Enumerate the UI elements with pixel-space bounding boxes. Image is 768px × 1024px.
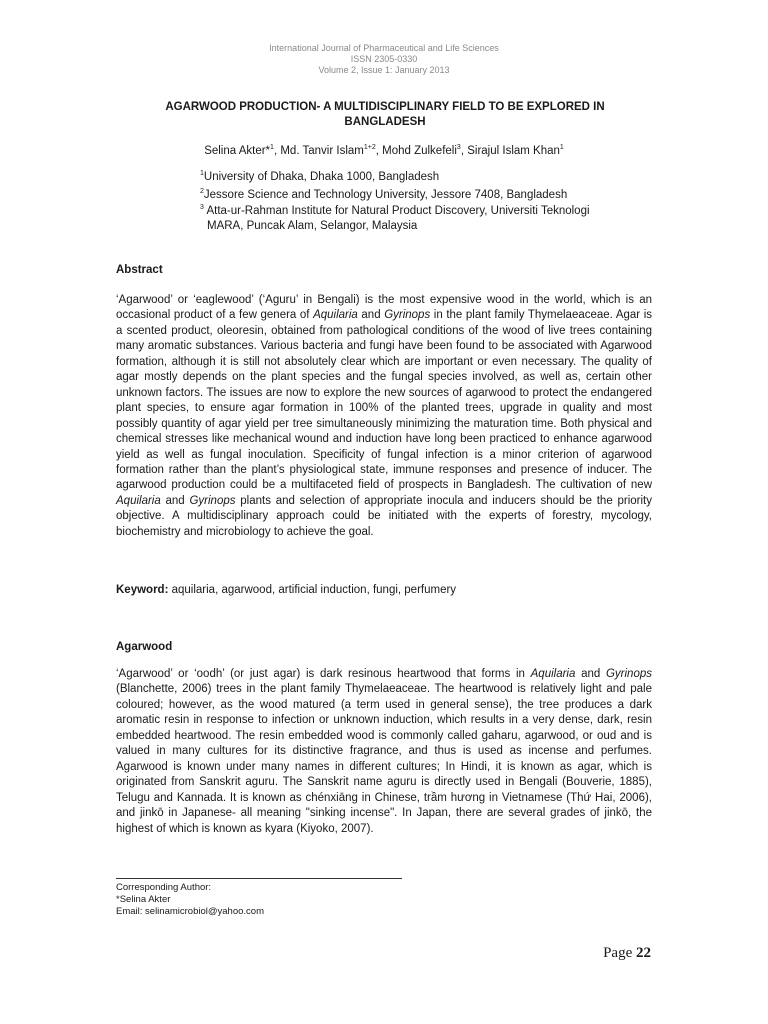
affiliation-3-text: Atta-ur-Rahman Institute for Natural Product Discovery, Universiti Teknologi: [203, 205, 590, 217]
paper-title: [130, 100, 640, 130]
affiliation-3: [200, 204, 660, 219]
agarwood-part-3: (Blanchette, 2006) trees in the plant family Thymelaeaceae. The heartwood is relatively light and pale coloured; however, as the wood matured (a term used in general sense), the tree produces a dark aromatic resin in response to infection or unknown induction, which results in a very dense, dark, resin embedded heartwood. The resin embedded wood is commonly called gaharu, agarwood, or oud and is valued in many cultures for its distinctive fragrance, and thus is used as incense and perfumes. Agarwood is known under many names in different cultures; In Hindi, it is known as agar, which is originated from Sanskrit aguru. The Sanskrit name aguru is directly used in Bengali (Bouverie, 1885), Telugu and Kannada. It is known as chénxiāng in Chinese, trầm hương in Vietnamese (Thứ Hai, 2006), and jinkō in Japanese- all meaning "sinking incense". In Japan, there are several grades of jinkō, the highest of which is known as kyara (Kiyoko, 2007).: [116, 683, 652, 835]
journal-name: International Journal of Pharmaceutical and Life Sciences: [269, 43, 499, 53]
page-number: [603, 945, 651, 962]
abstract-part-4: and: [160, 494, 190, 507]
agarwood-part-1: ‘Agarwood’ or ‘oodh’ (or just agar) is dark resinous heartwood that forms in: [116, 668, 531, 680]
genus-gyrinops: Gyrinops: [384, 309, 431, 322]
affiliation-2-text: Jessore Science and Technology University, Jessore 7408, Bangladesh: [203, 189, 568, 201]
title-line-2: BANGLADESH: [344, 116, 426, 128]
abstract-part-3: in the plant family Thymelaeaceae. Agar is a scented product, oleoresin, obtained from pathological conditions of the wood of live trees containing many aromatic substances. Various bacteria and fungi have been found to be associated with Agarwood formation, although it is still not absolutely clear which are important or even necessary. The quality of agar mostly depends on the plant species and the fungal species involved, as well as, certain other unknown factors. The issues are now to explore the new sources of agarwood to protect the endangered plant species, to ensure agar formation in 100% of the planted trees, upgrade in quality and most possibly quantity of agar yield per tree simultaneously minimizing the maturation time. Both physical and chemical stresses like mechanical wound and induction have long been practiced to enhance agarwood yield as well as fungal inoculation. Specificity of fungal infection is a minor criterion of agarwood formation rather than the plant’s physiological state, immune responses and presence of inducer. The agarwood production could be a multifaceted field of prospects in Bangladesh. The cultivation of new: [116, 309, 652, 492]
author-3-affil: 3: [456, 144, 461, 152]
affiliation-3-marker: 3: [200, 204, 204, 212]
agarwood-part-2: and: [575, 668, 606, 680]
footnote-corresponding: Corresponding Author:: [116, 882, 212, 893]
abstract-part-2: and: [357, 309, 385, 322]
affiliation-2-marker: 2: [200, 188, 204, 196]
abstract-heading: Abstract: [116, 264, 163, 276]
author-1: Selina Akter*: [204, 145, 271, 157]
title-line-1: AGARWOOD PRODUCTION- A MULTIDISCIPLINARY FIELD TO BE EXPLORED IN: [165, 101, 605, 113]
abstract-part-1: ‘Agarwood’ or ‘eaglewood’ (‘Aguru’ in Bengali) is the most expensive wood in the world, which is an occasional product of a few genera of: [116, 294, 652, 322]
keywords-label: Keyword:: [116, 584, 169, 596]
author-4: , Sirajul Islam Khan: [460, 145, 560, 157]
author-2-affil: 1+2: [363, 144, 376, 152]
author-2: , Md. Tanvir Islam: [273, 145, 364, 157]
agarwood-heading: Agarwood: [116, 641, 173, 653]
keywords-text: aquilaria, agarwood, artificial induction, fungi, perfumery: [168, 584, 457, 596]
page-label: Page: [603, 945, 636, 961]
genus-gyrinops: Gyrinops: [189, 494, 236, 507]
genus-gyrinops: Gyrinops: [605, 668, 652, 680]
genus-aquilaria: Aquilaria: [313, 309, 358, 322]
author-1-affil: 1: [270, 144, 274, 152]
journal-issn: ISSN 2305-0330: [350, 54, 418, 64]
footnote-divider: [116, 878, 402, 879]
page-number-value: 22: [636, 945, 651, 961]
abstract-text: [116, 293, 652, 540]
journal-volume: Volume 2, Issue 1: January 2013: [318, 65, 450, 75]
genus-aquilaria: Aquilaria: [116, 494, 161, 507]
keywords: [116, 583, 652, 598]
footnote-author: *Selina Akter: [116, 894, 171, 905]
affiliation-1-text: University of Dhaka, Dhaka 1000, Bangladesh: [203, 171, 440, 183]
author-4-affil: 1: [559, 144, 564, 152]
affiliation-3-cont: MARA, Puncak Alam, Selangor, Malaysia: [207, 220, 418, 232]
affiliation-2: [200, 188, 660, 203]
abstract-part-5: plants and selection of appropriate inocula and inducers should be the priority objective. A multidisciplinary approach could be initiated with the experts of forestry, mycology, biochemistry and microbiology to achieve the goal.: [116, 494, 652, 538]
author-3: , Mohd Zulkefeli: [375, 145, 457, 157]
footnote-email: Email: selinamicrobiol@yahoo.com: [116, 906, 264, 917]
affiliation-1: [200, 170, 660, 185]
agarwood-text: [116, 667, 652, 837]
genus-aquilaria: Aquilaria: [530, 668, 576, 680]
affiliation-1-marker: 1: [200, 170, 204, 178]
author-list: [0, 144, 768, 159]
